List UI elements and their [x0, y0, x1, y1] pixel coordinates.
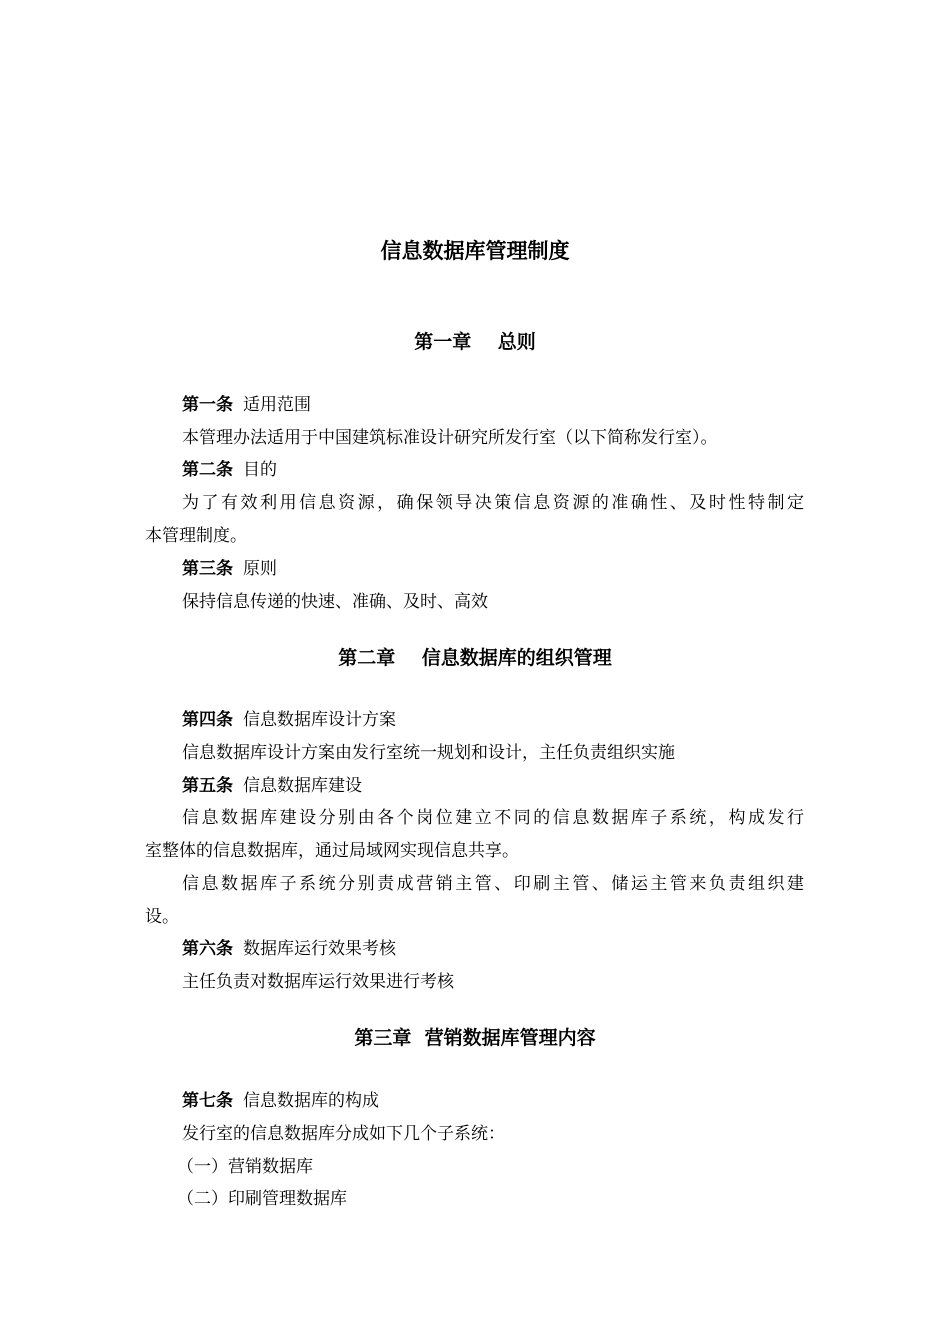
article-heading	[182, 392, 311, 418]
article-text: 本管理制度。	[145, 526, 247, 546]
article-number: 第六条	[182, 939, 233, 959]
article-title: 适用范围	[243, 395, 311, 415]
chapter-heading: 第二章 信息数据库的组织管理	[338, 647, 612, 669]
article-title: 数据库运行效果考核	[243, 939, 396, 959]
chapter-heading: 第三章 营销数据库管理内容	[354, 1027, 596, 1049]
article-number: 第四条	[182, 710, 233, 730]
list-item: （二）印刷管理数据库	[177, 1189, 347, 1209]
article-text: 发行室的信息数据库分成如下几个子系统：	[182, 1124, 505, 1144]
article-text: 室整体的信息数据库，通过局域网实现信息共享。	[145, 841, 519, 861]
article-heading	[182, 556, 277, 582]
article-heading	[182, 936, 396, 962]
document-title: 信息数据库管理制度	[380, 239, 570, 263]
article-heading	[182, 457, 277, 483]
chapter-heading: 第一章 总则	[414, 331, 536, 353]
article-title: 信息数据库建设	[243, 776, 362, 796]
article-text: 主任负责对数据库运行效果进行考核	[182, 972, 454, 992]
article-number: 第三条	[182, 559, 233, 579]
article-title: 信息数据库的构成	[243, 1091, 379, 1111]
article-text: 为了有效利用信息资源，确保领导决策信息资源的准确性、及时性特制定	[182, 493, 804, 513]
article-text: 信息数据库建设分别由各个岗位建立不同的信息数据库子系统，构成发行	[182, 808, 804, 828]
article-number: 第一条	[182, 395, 233, 415]
article-heading	[182, 773, 362, 799]
article-heading	[182, 707, 396, 733]
article-title: 目的	[243, 460, 277, 480]
article-number: 第二条	[182, 460, 233, 480]
article-number: 第七条	[182, 1091, 233, 1111]
article-heading	[182, 1088, 379, 1114]
list-item: （一）营销数据库	[177, 1157, 313, 1177]
article-title: 原则	[243, 559, 277, 579]
article-text: 保持信息传递的快速、准确、及时、高效	[182, 592, 488, 612]
article-number: 第五条	[182, 776, 233, 796]
article-text: 本管理办法适用于中国建筑标准设计研究所发行室（以下简称发行室）。	[182, 428, 718, 448]
article-text: 设。	[145, 907, 179, 927]
article-title: 信息数据库设计方案	[243, 710, 396, 730]
article-text: 信息数据库子系统分别责成营销主管、印刷主管、储运主管来负责组织建	[182, 874, 804, 894]
article-text: 信息数据库设计方案由发行室统一规划和设计，主任负责组织实施	[182, 743, 675, 763]
